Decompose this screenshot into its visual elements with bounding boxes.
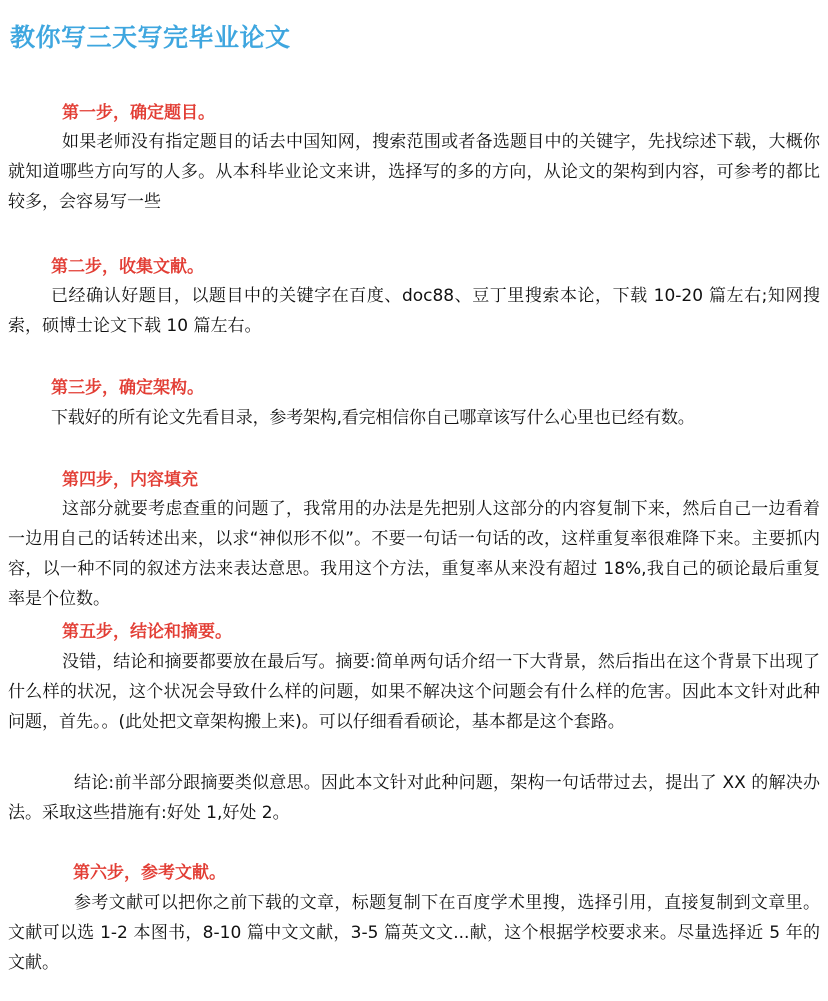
step-5-heading: 第五步，结论和摘要。 [62,622,232,642]
step-2-heading: 第二步，收集文献。 [51,257,204,277]
step-5-conclusion-paragraph: 结论:前半部分跟摘要类似意思。因此本文针对此种问题，架构一句话带过去，提出了 XX 的解决办法。采取这些措施有:好处 1,好处 2。 [8,773,820,823]
step-5-paragraph: 没错，结论和摘要都要放在最后写。摘要:简单两句话介绍一下大背景，然后指出在这个背景下出现了什么样的状况，这个状况会导致什么样的问题，如果不解决这个问题会有什么样的危害。因此本文针对此种问题，首先。。(此处把文章架构搬上来)。可以仔细看看硕论，基本都是这个套路。 [8,652,820,732]
step-6-heading: 第六步，参考文献。 [73,863,226,883]
step-1-heading: 第一步，确定题目。 [62,103,215,123]
document-title: 教你写三天写完毕业论文 [10,23,291,52]
step-4-heading: 第四步，内容填充 [62,470,198,490]
step-6-paragraph: 参考文献可以把你之前下载的文章，标题复制下在百度学术里搜，选择引用，直接复制到文章里。文献可以选 1-2 本图书，8-10 篇中文文献，3-5 篇英文文...献，这个根据学校要求来。尽量选择近 5 年的文献。 [8,893,820,973]
step-3-paragraph: 下载好的所有论文先看目录，参考架构,看完相信你自己哪章该写什么心里也已经有数。 [51,408,695,428]
step-4-paragraph: 这部分就要考虑查重的问题了，我常用的办法是先把别人这部分的内容复制下来，然后自己一边看着一边用自己的话转述出来，以求“神似形不似”。不要一句话一句话的改，这样重复率很难降下来。主要抓内容，以一种不同的叙述方法来表达意思。我用这个方法，重复率从来没有超过 18%,我自己的硕论最后重复率是个位数。 [8,499,820,609]
step-1-paragraph: 如果老师没有指定题目的话去中国知网，搜索范围或者备选题目中的关键字，先找综述下载，大概你就知道哪些方向写的人多。从本科毕业论文来讲，选择写的多的方向，从论文的架构到内容，可参考的都比较多，会容易写一些 [8,132,820,212]
step-3-heading: 第三步，确定架构。 [51,378,204,398]
step-2-paragraph: 已经确认好题目，以题目中的关键字在百度、doc88、豆丁里搜索本论，下载 10-20 篇左右;知网搜索，硕博士论文下载 10 篇左右。 [8,286,820,336]
